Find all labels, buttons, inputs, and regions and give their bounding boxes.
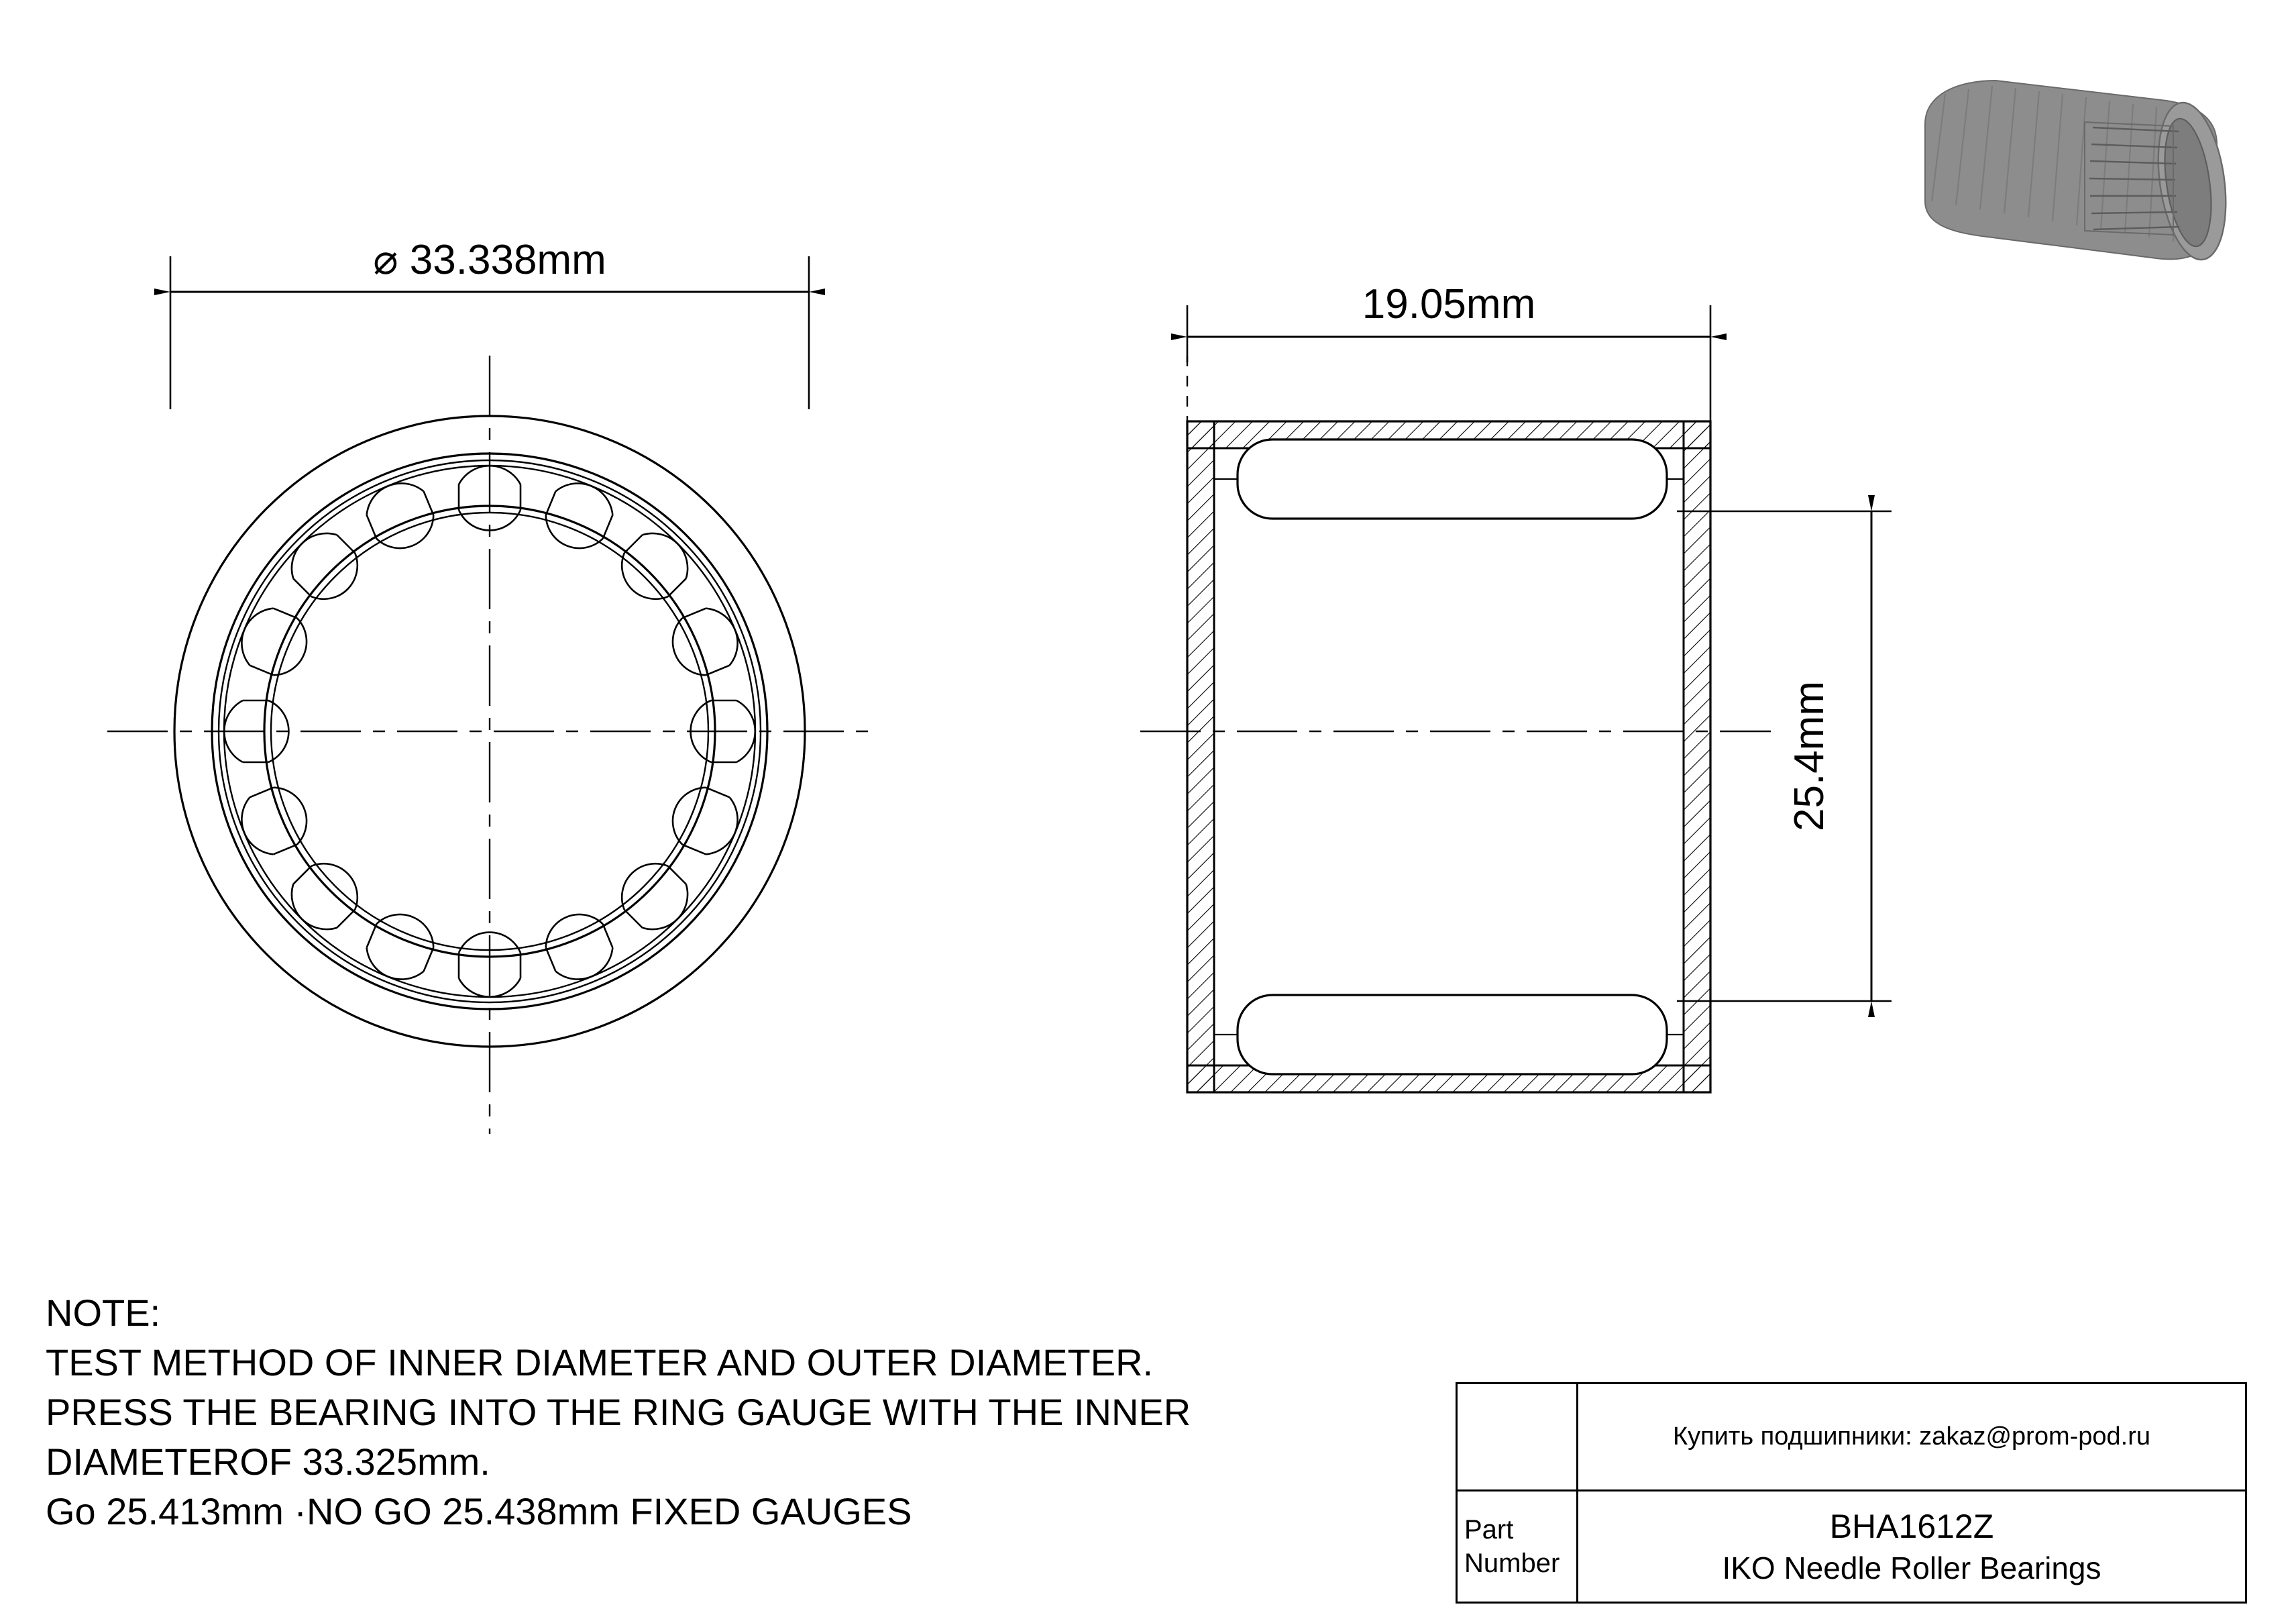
part-label-line1: Part (1464, 1515, 1514, 1545)
note-line-3: DIAMETEROF 33.325mm. (46, 1441, 490, 1483)
title-block-contact-cell (1578, 1384, 2245, 1489)
title-block-row-part (1458, 1491, 2245, 1602)
contact-email-text: Купить подшипники: zakaz@prom-pod.ru (1672, 1422, 2151, 1451)
note-line-4: Go 25.413mm ·NO GO 25.438mm FIXED GAUGES (46, 1490, 912, 1532)
dim-width-text: 19.05mm (1362, 281, 1536, 327)
part-number-value: BHA1612Z (1829, 1508, 1994, 1545)
isometric-bearing-view (1915, 81, 2235, 268)
note-heading: NOTE: (46, 1292, 161, 1334)
note-line-1: TEST METHOD OF INNER DIAMETER AND OUTER DIAMETER. (46, 1341, 1154, 1383)
part-number-label (1458, 1491, 1578, 1602)
part-label-line2: Number (1464, 1549, 1560, 1578)
title-block (1456, 1382, 2247, 1604)
title-block-row-contact (1458, 1384, 2245, 1491)
dim-id-text: 25.4mm (1786, 681, 1833, 831)
section-view (1140, 356, 1771, 1092)
title-block-empty-cell (1458, 1384, 1578, 1489)
part-number-value-cell (1578, 1491, 2245, 1602)
dim-od-text: ⌀ 33.338mm (373, 237, 606, 283)
dimension-width (1187, 281, 1710, 421)
front-view-centerlines (107, 356, 872, 1134)
note-block (46, 1288, 1320, 1536)
note-line-2: PRESS THE BEARING INTO THE RING GAUGE WITH THE INNER (46, 1391, 1191, 1433)
brand-text: IKO Needle Roller Bearings (1722, 1551, 2101, 1585)
